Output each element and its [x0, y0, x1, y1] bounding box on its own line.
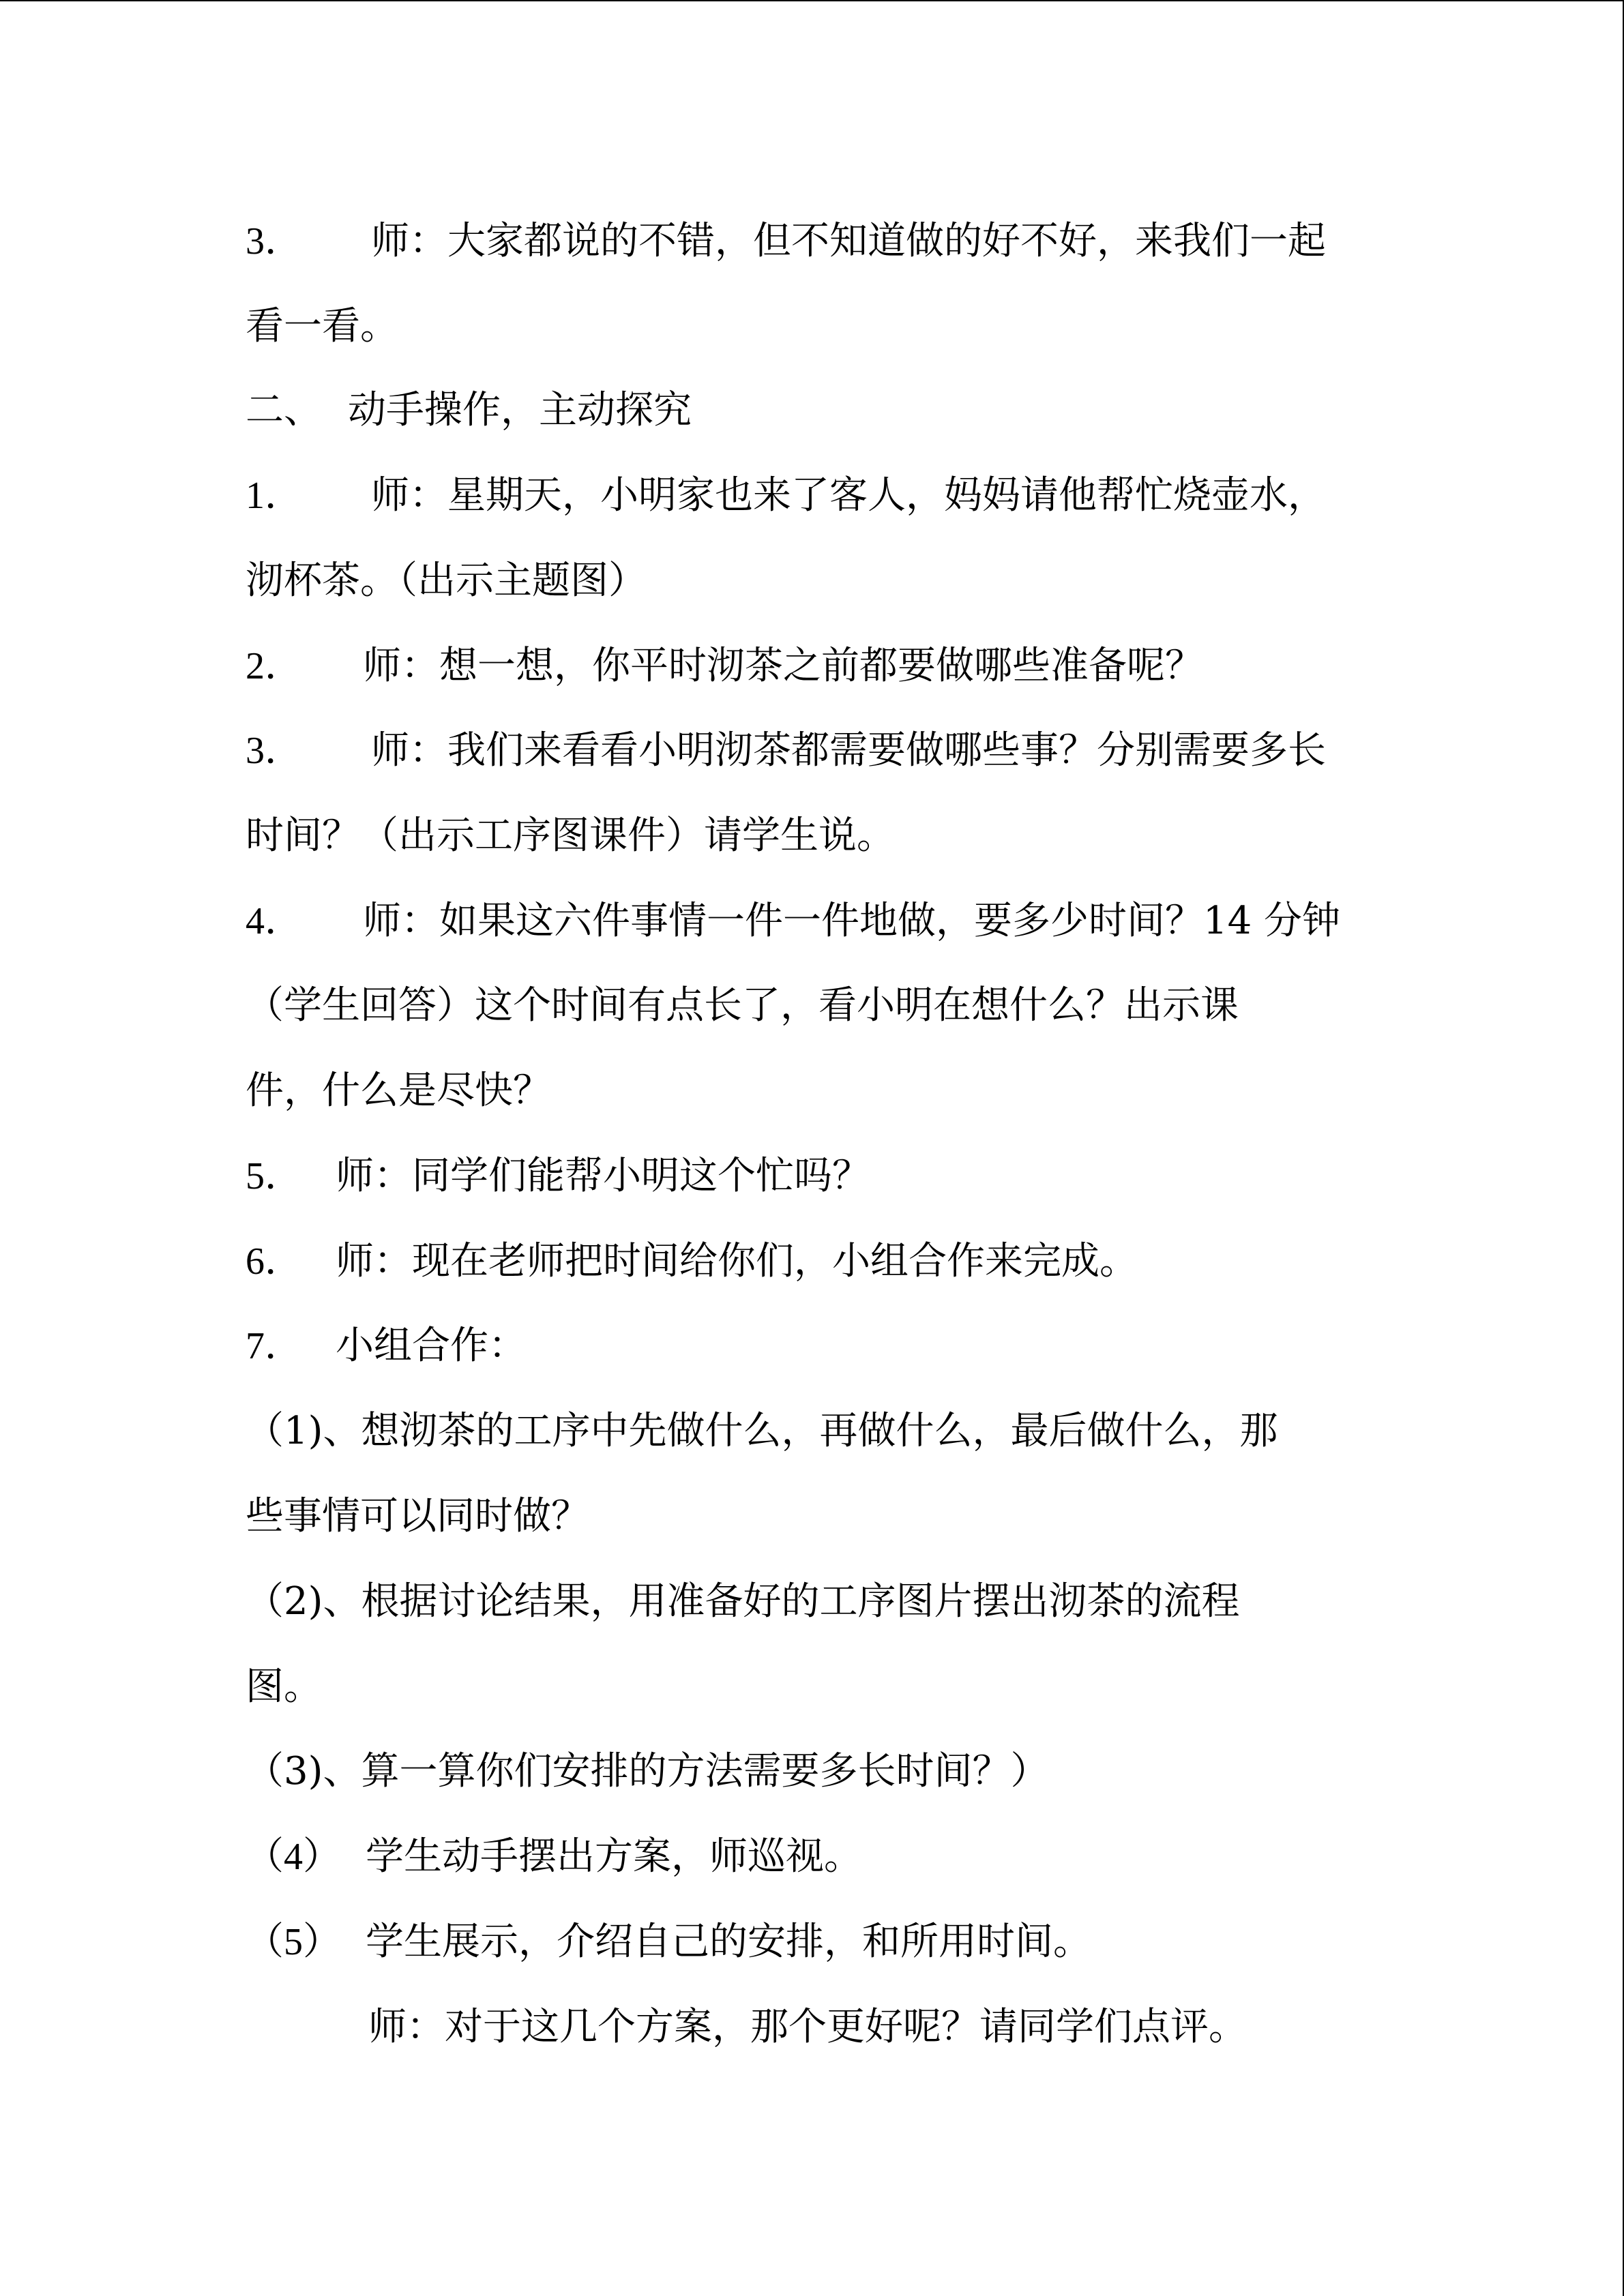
line-text: 件，什么是尽快？: [246, 1069, 551, 1113]
line-text: 师：我们来看看小明沏茶都需要做哪些事？分别需要多长: [371, 728, 1326, 773]
line-22: [368, 1985, 1247, 2070]
line-text: 看一看。: [246, 304, 398, 348]
line-text: 师：大家都说的不错，但不知道做的好不好，来我们一起: [371, 219, 1326, 263]
line-2: [246, 284, 398, 369]
line-text: （2)、根据讨论结果，用准备好的工序图片摆出沏茶的流程: [246, 1579, 1240, 1624]
list-number: 5．: [246, 1155, 303, 1197]
line-text: 学生动手摆出方案，师巡视。: [366, 1834, 862, 1879]
list-number: 3．: [246, 730, 303, 772]
line-17: [246, 1560, 1239, 1644]
line-text: 师：如果这六件事情一件一件地做，要多少时间？14 分钟: [363, 899, 1341, 943]
list-number: 2．: [246, 645, 303, 687]
line-text: （3)、算一算你们安排的方法需要多长时间？）: [246, 1749, 1049, 1793]
list-number: 4．: [246, 900, 303, 942]
line-8: [246, 794, 895, 878]
line-text: 时间？（出示工序图课件）请学生说。: [246, 814, 895, 858]
line-text: 沏杯茶。（出示主题图）: [246, 558, 647, 603]
line-1: [246, 199, 1326, 284]
line-text: （1)、想沏茶的工序中先做什么，再做什么，最后做什么，那: [246, 1409, 1278, 1453]
list-number: 6．: [246, 1240, 303, 1283]
line-text: 小组合作：: [336, 1324, 527, 1368]
section-title: 动手操作，主动探究: [348, 388, 692, 432]
section-heading: [246, 368, 692, 453]
line-text: 学生展示，介绍自己的安排，和所用时间。: [366, 1920, 1091, 1964]
line-15: [246, 1389, 1278, 1474]
list-number: （5）: [246, 1921, 341, 1963]
list-number: 7．: [246, 1325, 303, 1367]
line-10: [246, 964, 1239, 1048]
line-text: 些事情可以同时做？: [246, 1494, 589, 1538]
line-20: [246, 1815, 862, 1899]
line-13: [246, 1219, 1138, 1304]
line-19: [246, 1729, 1048, 1814]
line-text: 师：同学们能帮小明这个忙吗？: [336, 1154, 870, 1198]
section-number: 二、: [246, 389, 322, 432]
line-5: [246, 539, 647, 623]
line-text: 师：星期天，小明家也来了客人，妈妈请他帮忙烧壶水，: [371, 473, 1326, 518]
list-number: 3．: [246, 220, 303, 263]
line-14: [246, 1304, 527, 1388]
line-18: [246, 1645, 322, 1729]
line-9: [246, 879, 1340, 964]
list-number: 1．: [246, 475, 303, 517]
line-text: 图。: [246, 1665, 322, 1709]
line-text: 师：想一想，你平时沏茶之前都要做哪些准备呢？: [363, 644, 1203, 688]
line-text: （学生回答）这个时间有点长了，看小明在想什么？出示课: [246, 983, 1239, 1028]
line-4: [246, 453, 1326, 538]
line-11: [246, 1049, 551, 1133]
line-text: 师：对于这几个方案，那个更好呢？请同学们点评。: [368, 2005, 1247, 2049]
list-number: （4）: [246, 1836, 341, 1878]
line-6: [246, 624, 1203, 709]
line-21: [246, 1900, 1091, 1984]
line-16: [246, 1474, 589, 1559]
line-12: [246, 1134, 870, 1219]
line-7: [246, 709, 1326, 793]
line-text: 师：现在老师把时间给你们，小组合作来完成。: [336, 1239, 1138, 1283]
